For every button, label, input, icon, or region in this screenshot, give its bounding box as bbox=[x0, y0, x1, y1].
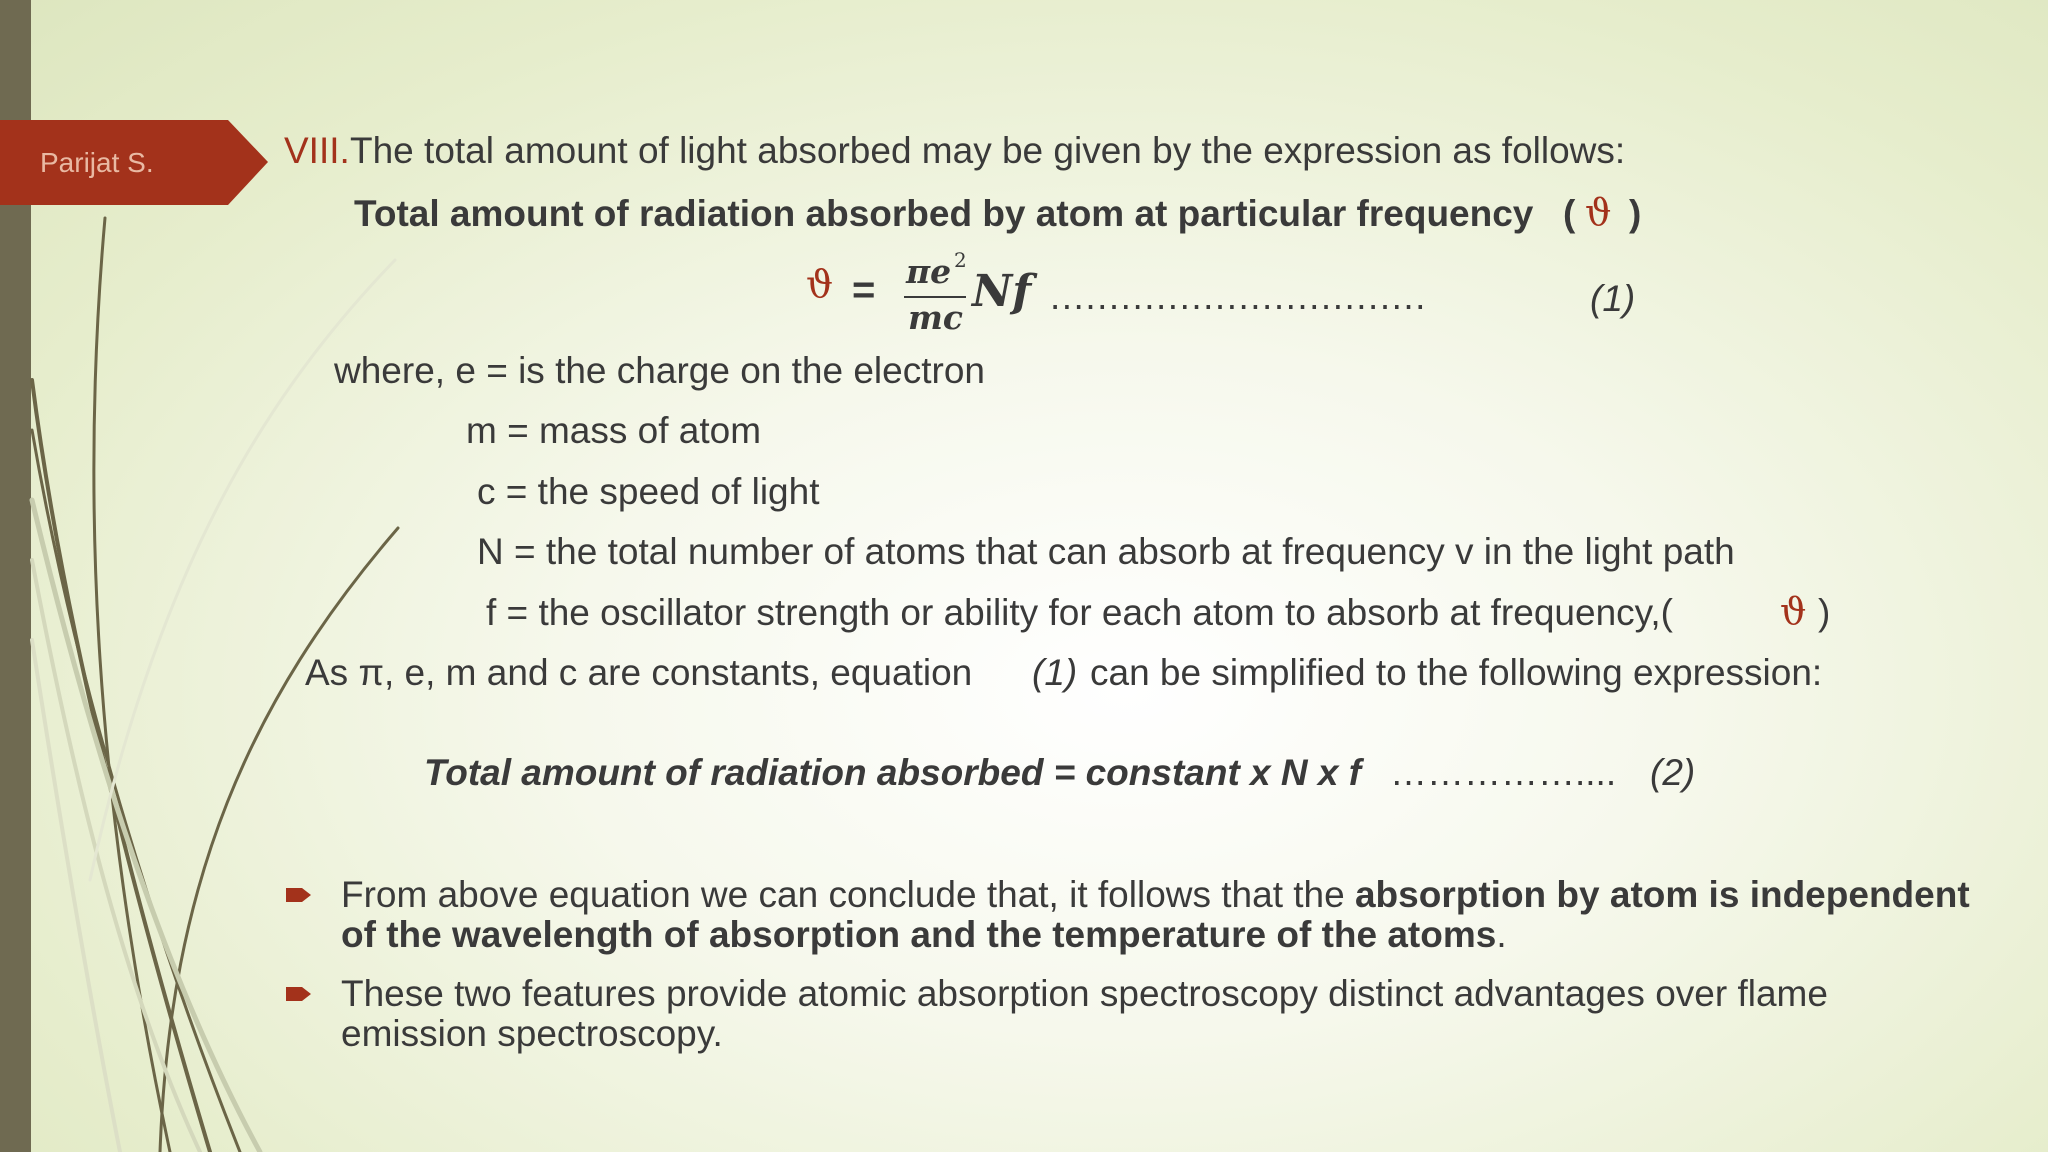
intro-text: The total amount of light absorbed may be given by the expression as follows: bbox=[350, 130, 1626, 171]
heading-paren-close: ) bbox=[1629, 193, 1642, 234]
bullet-arrow-icon bbox=[286, 886, 312, 904]
equation1-equals: = bbox=[852, 268, 876, 312]
simplify-text-after: can be simplified to the following expression: bbox=[1090, 652, 1823, 693]
fraction-exponent: 2 bbox=[954, 248, 967, 272]
fraction-denominator: mc bbox=[908, 298, 964, 337]
equation-heading: Total amount of radiation absorbed by atom at particular frequency bbox=[354, 193, 1534, 234]
equation2-dots: …………….... bbox=[1390, 752, 1617, 793]
bullet-1 bbox=[341, 875, 1981, 955]
equation1-nf: Nf bbox=[972, 266, 1032, 317]
point-number: VIII. bbox=[284, 130, 350, 171]
bullet-2 bbox=[341, 974, 1981, 1054]
bullet-1-bold: absorption by atom is independent of the wavelength of absorption and the temperature of the atoms bbox=[341, 874, 1970, 955]
bullet-1-normal: From above equation we can conclude that, it follows that the bbox=[341, 874, 1355, 915]
definition-n: N = the total number of atoms that can absorb at frequency v in the light path bbox=[477, 531, 1735, 572]
bullet-2-normal: These two features provide atomic absorption spectroscopy distinct advantages over flame emission spectroscopy. bbox=[341, 973, 1828, 1054]
equation2-label: (2) bbox=[1650, 752, 1696, 793]
equation1-fraction bbox=[902, 248, 968, 340]
theta-symbol: ϑ bbox=[1585, 191, 1612, 234]
equation1-dots: ................................ bbox=[1050, 276, 1427, 317]
simplify-text-before: As π, e, m and c are constants, equation bbox=[305, 652, 973, 693]
definition-f: f = the oscillator strength or ability for each atom to absorb at frequency,( bbox=[486, 592, 1673, 633]
author-tab bbox=[0, 120, 268, 205]
bullet-1-end: . bbox=[1496, 914, 1507, 955]
definition-close-paren: ) bbox=[1818, 592, 1831, 633]
author-name: Parijat S. bbox=[40, 147, 154, 178]
definition-e: where, e = is the charge on the electron bbox=[334, 350, 985, 391]
equation1-lhs: ϑ bbox=[806, 262, 834, 306]
bullet-arrow-icon bbox=[286, 985, 312, 1003]
equation2-text: Total amount of radiation absorbed = constant x N x f bbox=[424, 752, 1362, 793]
heading-paren-open: ( bbox=[1563, 193, 1576, 234]
equation1-label: (1) bbox=[1590, 278, 1636, 319]
definition-theta: ϑ bbox=[1780, 590, 1807, 633]
definition-c: c = the speed of light bbox=[477, 471, 820, 512]
simplify-equation-ref: (1) bbox=[1032, 652, 1078, 693]
fraction-numerator: πe bbox=[906, 252, 952, 291]
definition-m: m = mass of atom bbox=[466, 410, 762, 451]
